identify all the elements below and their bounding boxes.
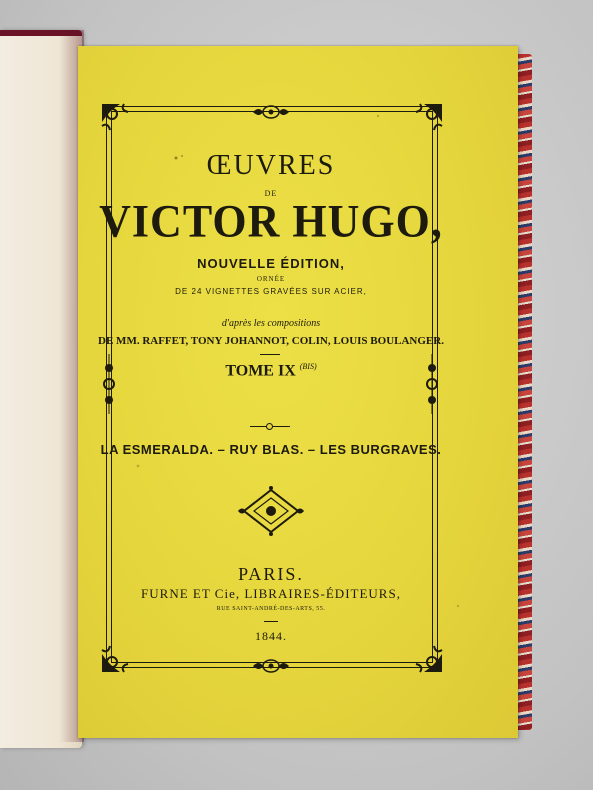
title-page: [78, 46, 518, 738]
vignettes-line: DE 24 VIGNETTES GRAVÉES SUR ACIER,: [175, 287, 367, 296]
tome-superscript: (BIS): [299, 362, 317, 371]
divider-rule: [260, 354, 280, 355]
edition-label: NOUVELLE ÉDITION,: [197, 256, 345, 271]
city-label: PARIS.: [238, 564, 304, 584]
artists-line: DE MM. RAFFET, TONY JOHANNOT, COLIN, LOUIS BOULANGER.: [98, 335, 444, 347]
short-rule: [264, 621, 278, 622]
ornee-label: ORNÉE: [256, 275, 286, 283]
corner-ornament-top-left: [100, 102, 138, 140]
ornamental-divider: [250, 426, 290, 427]
work-title: ŒUVRES: [206, 150, 336, 181]
tome-line: [78, 362, 464, 380]
publisher-line: FURNE ET Cie, LIBRAIRES-ÉDITEURS,: [141, 586, 401, 601]
bottom-center-ornament: [251, 658, 291, 674]
dapres-line: d'après les compositions: [221, 318, 321, 329]
address-line: RUE SAINT-ANDRÉ-DES-ARTS, 55.: [216, 606, 326, 612]
de-label: DE: [264, 189, 278, 198]
top-center-ornament: [251, 104, 291, 120]
center-vignette-ornament: [236, 486, 306, 536]
publication-year: 1844.: [255, 629, 287, 643]
author-name: VICTOR HUGO,: [99, 195, 443, 248]
tome-number: TOME IX: [225, 362, 296, 380]
contents-line: LA ESMERALDA. – RUY BLAS. – LES BURGRAVES.: [100, 442, 442, 457]
corner-ornament-top-right: [406, 102, 444, 140]
